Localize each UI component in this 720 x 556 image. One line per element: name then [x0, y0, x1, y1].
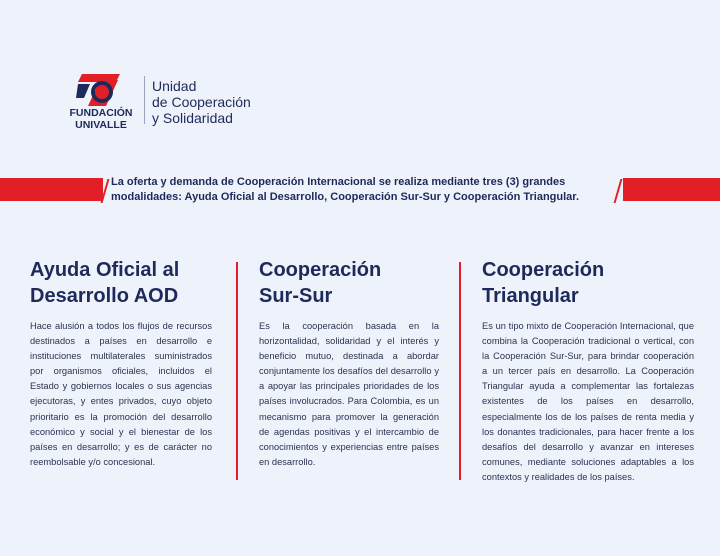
column-triangular-body: Es un tipo mixto de Cooperación Internacional, que combina la Cooperación tradicional o vertical, con la Cooperación Sur-Sur, para brindar cooperación a un tercer país en desarrollo. La Cooperación Triangular ayuda a complementar las fortalezas existentes de los países en desarrollo, especialmente los de los países de renta media y los donantes tradicionales, para hacer frente a los desafíos del desarrollo y avanzar en intereses comunes, mediante soluciones adaptables a los contextos y realidades de los países.: [482, 321, 694, 482]
fundacion-univalle-emblem-icon: [76, 72, 124, 108]
column-divider-2: [459, 262, 461, 480]
column-sur-sur-title-line2: Sur-Sur: [259, 285, 333, 307]
fundacion-univalle-logo: [64, 72, 254, 134]
column-aod-title: [30, 257, 212, 309]
unit-name-line3: y Solidaridad: [152, 110, 233, 126]
column-triangular-title-line2: Triangular: [482, 285, 579, 307]
column-sur-sur-title-line1: Cooperación: [259, 259, 382, 281]
column-aod-title-line2: Desarrollo AOD: [30, 285, 179, 307]
column-sur-sur-body: Es la cooperación basada en la horizontalidad, solidaridad y el interés y beneficio mutuo, destinada a abordar conjuntamente los desafíos del desarrollo y a apoyar las principales prioridades de los países involucrados. Para Colombia, es un mecanismo para promover la generación de agendas positivas y el intercambio de conocimientos y experiencias entre países en desarrollo.: [259, 321, 439, 467]
intro-banner-line1: La oferta y demanda de Cooperación Internacional se realiza mediante tres (3) grandes: [111, 176, 566, 188]
banner-stripe-right: [623, 178, 720, 201]
column-sur-sur-title: [259, 257, 439, 309]
intro-banner: [111, 175, 619, 205]
column-aod-title-line1: Ayuda Oficial al: [30, 259, 180, 281]
logo-name-line2: UNIVALLE: [75, 118, 127, 131]
unit-name-line2: de Cooperación: [152, 94, 251, 110]
column-divider-1: [236, 262, 238, 480]
unit-name-line1: Unidad: [152, 78, 197, 94]
column-aod-body: Hace alusión a todos los flujos de recursos destinados a países en desarrollo e instituciones multilaterales suministrados por organismos oficiales, incluidos el Estado y gobiernos locales o sus agencias ejecutoras, y entes privados, cuyo objeto prioritario es la promoción del desarrollo económico y social y el bienestar de los países en desarrollo; y es de carácter no reembolsable y/o concesional.: [30, 321, 212, 467]
logo-divider: [144, 76, 145, 124]
logo-name: [64, 108, 138, 131]
banner-stripe-left: [0, 178, 103, 201]
intro-banner-line2: modalidades: Ayuda Oficial al Desarrollo, Cooperación Sur-Sur y Cooperación Triangular.: [111, 191, 580, 203]
column-sur-sur: [259, 257, 439, 470]
logo-name-line1: FUNDACIÓN: [69, 107, 133, 119]
column-triangular: [482, 257, 694, 485]
column-triangular-title: [482, 257, 694, 309]
unit-name: [152, 78, 251, 126]
column-triangular-title-line1: Cooperación: [482, 259, 605, 281]
column-aod: [30, 257, 212, 470]
